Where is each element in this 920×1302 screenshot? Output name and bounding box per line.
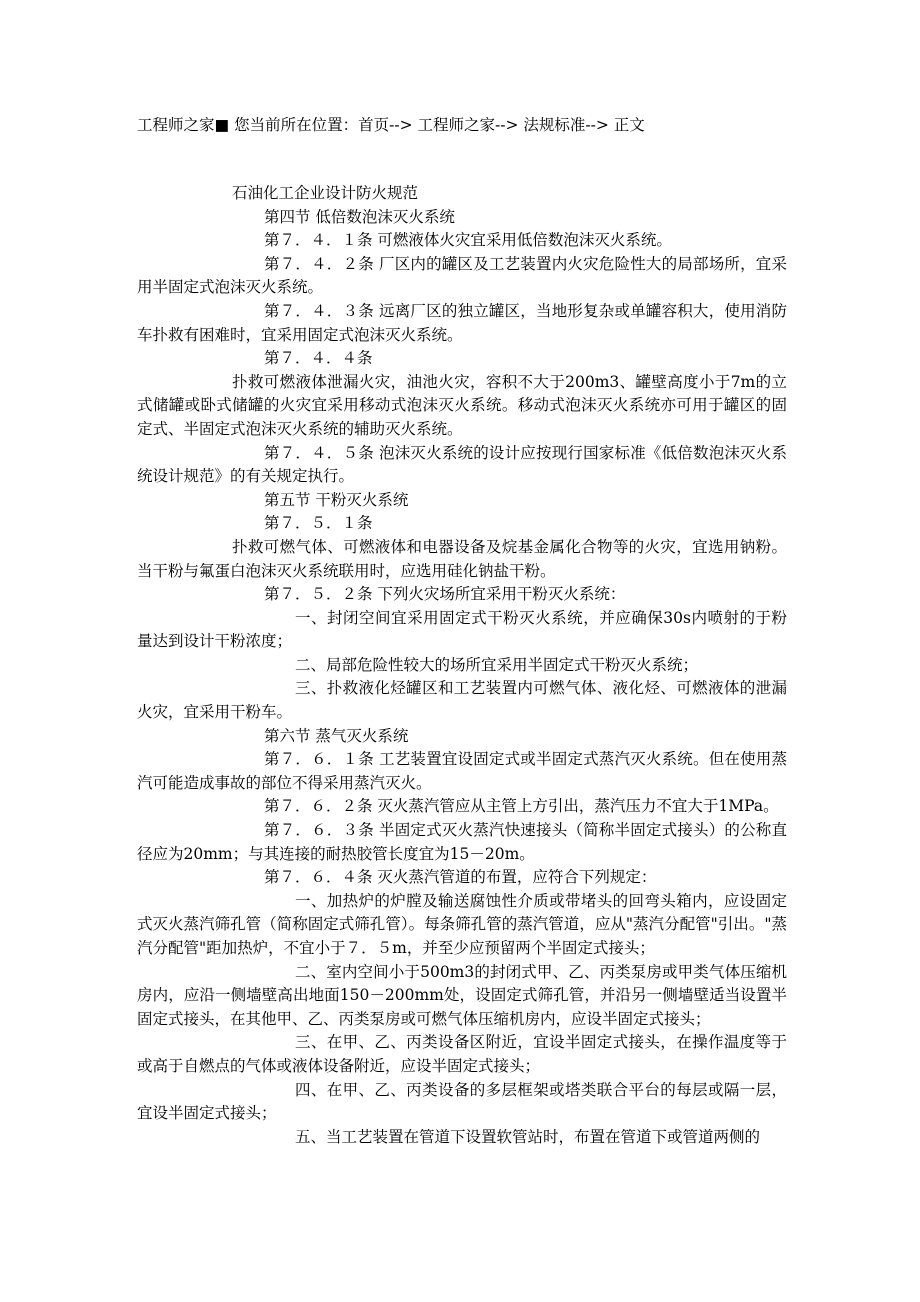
article-heading: 第７．４．４条: [264, 349, 373, 368]
document-body: [137, 182, 787, 1149]
breadcrumb-prefix: 您当前所在位置：: [234, 116, 359, 134]
list-item: 二、室内空间小于500m3的封闭式甲、乙、丙类泵房或甲类气体压缩机房内，应沿一侧墙壁高出地面150－200mm处，设固定式筛孔管，并沿另一侧墙壁适当设置半固定式接头，在其他甲、乙、丙类泵房或可燃气体压缩机房内，应设半固定式接头；: [137, 962, 787, 1028]
list-item: 二、局部危险性较大的场所宜采用半固定式干粉灭火系统；: [295, 655, 699, 674]
breadcrumb: [137, 113, 645, 137]
article-paragraph: 扑救可燃液体泄漏火灾，油池火灾，容积不大于200m3、罐壁高度小于7m的立式储罐或卧式储罐的火灾宜采用移动式泡沫灭火系统。移动式泡沫灭火系统亦可用于罐区的固定式、半固定式泡沫灭火系统的辅助灭火系统。: [137, 372, 787, 438]
article-heading: 第７．５．１条: [264, 514, 373, 533]
list-item: 一、加热炉的炉膛及输送腐蚀性介质或带堵头的回弯头箱内，应设固定式灭火蒸汽筛孔管（简称固定式筛孔管）。每条筛孔管的蒸汽管道，应从"蒸汽分配管"引出。"蒸汽分配管"距加热炉，不宜小于７．５m，并至少应预留两个半固定式接头；: [137, 891, 787, 957]
article-paragraph: 第７．６．３条 半固定式灭火蒸汽快速接头（简称半固定式接头）的公称直径应为20mm；与其连接的耐热胶管长度宜为15－20m。: [137, 821, 787, 863]
article-paragraph: 第７．６．１条 工艺装置宜设固定式或半固定式蒸汽灭火系统。但在使用蒸汽可能造成事故的部位不得采用蒸汽灭火。: [137, 750, 787, 792]
breadcrumb-path[interactable]: 首页--> 工程师之家--> 法规标准--> 正文: [358, 116, 645, 134]
article-paragraph: 第７．４．３条 远离厂区的独立罐区，当地形复杂或单罐容积大，使用消防车扑救有困难时，宜采用固定式泡沫灭火系统。: [137, 301, 787, 344]
square-marker-icon: ■: [214, 116, 230, 134]
list-item: 三、在甲、乙、丙类设备区附近，宜设半固定式接头，在操作温度等于或高于自燃点的气体或液体设备附近，应设半固定式接头；: [137, 1033, 787, 1075]
article-paragraph: 第７．４．５条 泡沫灭火系统的设计应按现行国家标准《低倍数泡沫灭火系统设计规范》的有关规定执行。: [137, 443, 787, 486]
article-paragraph: 第７．５．２条 下列火灾场所宜采用干粉灭火系统：: [264, 585, 626, 604]
list-item: 三、扑救液化烃罐区和工艺装置内可燃气体、液化烃、可燃液体的泄漏火灾，宜采用干粉车。: [137, 679, 787, 722]
document-title: 石油化工企业设计防火规范: [232, 184, 419, 202]
section-heading: 第五节 干粉灭火系统: [264, 490, 409, 509]
article-paragraph: 扑救可燃气体、可燃液体和电器设备及烷基金属化合物等的火灾，宜选用钠粉。当干粉与氟蛋白泡沫灭火系统联用时，应选用硅化钠盐干粉。: [137, 537, 787, 580]
list-item: 五、当工艺装置在管道下设置软管站时，布置在管道下或管道两侧的: [295, 1127, 761, 1146]
article-paragraph: 第７．４．１条 可燃液体火灾宜采用低倍数泡沫灭火系统。: [264, 231, 672, 250]
article-paragraph: 第７．６．２条 灭火蒸汽管应从主管上方引出，蒸汽压力不宜大于1MPa。: [264, 797, 779, 816]
article-paragraph: 第７．６．４条 灭火蒸汽管道的布置，应符合下列规定：: [264, 868, 657, 887]
list-item: 一、封闭空间宜采用固定式干粉灭火系统，并应确保30s内喷射的于粉量达到设计干粉浓度；: [137, 608, 787, 651]
breadcrumb-site-link[interactable]: 工程师之家: [137, 116, 215, 134]
article-paragraph: 第７．４．２条 厂区内的罐区及工艺装置内火灾危险性大的局部场所，宜采用半固定式泡沫灭火系统。: [137, 254, 787, 297]
section-heading: 第四节 低倍数泡沫灭火系统: [264, 207, 455, 226]
list-item: 四、在甲、乙、丙类设备的多层框架或塔类联合平台的每层或隔一层，宜设半固定式接头；: [137, 1080, 787, 1123]
section-heading: 第六节 蒸气灭火系统: [264, 726, 409, 745]
